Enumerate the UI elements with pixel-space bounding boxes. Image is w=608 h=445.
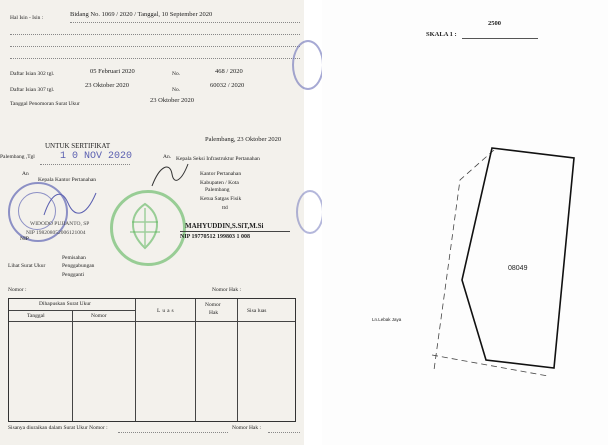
footer-left: Sisanya diuraikan dalam Surat Ukur Nomor : bbox=[8, 425, 108, 431]
untuk-sertifikat: UNTUK SERTIFIKAT bbox=[45, 142, 111, 150]
palembang-tgl: Palembang ,Tgl bbox=[0, 154, 35, 160]
hal-isian-label: Hal Isin - Isin : bbox=[10, 15, 44, 21]
left-signer-name: WIDODO PUJIANTO, SP bbox=[30, 221, 90, 227]
signer-underline bbox=[180, 231, 290, 232]
kabupaten-kota: Kabupaten / Kota bbox=[200, 180, 239, 186]
dotted-rule bbox=[10, 34, 300, 35]
table-col-rule bbox=[135, 299, 136, 421]
daftar-307-no-label: No. bbox=[172, 87, 181, 93]
parcel-id-label: 08049 bbox=[508, 265, 528, 272]
map-right-page bbox=[322, 0, 608, 445]
signature-mark bbox=[40, 185, 100, 225]
left-signer-nip: NIP 198208052006121004 bbox=[26, 230, 86, 236]
nomor-left: Nomor : bbox=[8, 287, 27, 293]
nip-label: NIP bbox=[20, 236, 29, 242]
parcel-map bbox=[322, 0, 608, 445]
daftar-307-no: 60032 / 2020 bbox=[210, 82, 245, 89]
an-right: An. bbox=[163, 154, 172, 160]
table-header-rule bbox=[9, 321, 295, 322]
edge-seal-stamp bbox=[292, 40, 324, 90]
leaf-icon bbox=[118, 200, 172, 252]
daftar-302-no-label: No. bbox=[172, 71, 181, 77]
footer-right: Nomor Hak : bbox=[232, 425, 262, 431]
tanggal-penomoran-label: Tanggal Penomoran Surat Ukur bbox=[10, 101, 80, 107]
col-nomor: Nomor bbox=[91, 313, 107, 319]
option-pemisahan: Pemisahan bbox=[62, 255, 86, 261]
palembang-city: Palembang bbox=[205, 187, 230, 193]
dihapuskan-table bbox=[8, 298, 296, 422]
right-signer-name: MAHYUDDIN,S.SiT,M.Si bbox=[185, 222, 264, 230]
kepala-kantor-right: Kantor Pertanahan bbox=[200, 171, 242, 177]
nomor-hak-top: Nomor Hak : bbox=[212, 287, 242, 293]
palembang-date: Palembang, 23 Oktober 2020 bbox=[205, 136, 282, 143]
dotted-rule bbox=[118, 432, 228, 433]
edge-seal-stamp bbox=[296, 190, 324, 234]
ttd: ttd bbox=[222, 205, 228, 211]
scale-label: SKALA 1 : bbox=[426, 31, 457, 38]
col-luas: Luas bbox=[157, 308, 176, 314]
kepala-seksi: Kepala Seksi Infrastruktur Pertanahan bbox=[176, 156, 260, 162]
table-col-rule bbox=[72, 310, 73, 421]
kepala-kantor-left: Kepala Kantor Pertanahan bbox=[38, 177, 97, 183]
lihat-surat-ukur: Lihat Surat Ukur bbox=[8, 263, 46, 269]
scale-value: 2500 bbox=[488, 20, 501, 27]
col-sisa-luas: Sisa luas bbox=[247, 308, 267, 314]
table-col-rule bbox=[237, 299, 238, 421]
table-col-rule bbox=[195, 299, 196, 421]
bidang-line: Bidang No. 1069 / 2020 / Tanggal, 10 September 2020 bbox=[70, 11, 213, 18]
col-nomor-hak: Nomor bbox=[205, 302, 221, 308]
col-tanggal: Tanggal bbox=[27, 313, 45, 319]
dihapuskan-header: Dihapuskan Surat Ukur bbox=[39, 301, 91, 307]
daftar-302-date: 05 Februari 2020 bbox=[90, 68, 135, 75]
daftar-302-no: 468 / 2020 bbox=[215, 68, 243, 75]
an-left: An bbox=[22, 171, 29, 177]
parcel-polygon bbox=[462, 148, 574, 368]
option-penggabungan: Penggabungan bbox=[62, 263, 95, 269]
daftar-307-date: 23 Oktober 2020 bbox=[85, 82, 130, 89]
dotted-rule bbox=[70, 22, 300, 23]
dotted-rule bbox=[10, 46, 300, 47]
road-label: Ln.Lebak Jaya bbox=[372, 317, 402, 322]
daftar-302-label: Daftar Isian 302 tgl. bbox=[10, 71, 55, 77]
daftar-307-label: Daftar Isian 307 tgl. bbox=[10, 87, 55, 93]
dotted-rule bbox=[268, 432, 300, 433]
signature-mark bbox=[150, 160, 190, 190]
ketua-satgas: Ketua Satgas Fisik bbox=[200, 196, 242, 202]
boundary-dashed-line bbox=[434, 150, 494, 370]
right-signer-nip: NIP 19770512 199803 1 008 bbox=[180, 234, 251, 240]
col-nomor-hak-2: Hak bbox=[209, 310, 219, 316]
option-pengganti: Pengganti bbox=[62, 272, 84, 278]
dotted-rule bbox=[10, 58, 300, 59]
date-stamp: 1 0 NOV 2020 bbox=[60, 151, 133, 162]
dotted-rule bbox=[40, 164, 130, 165]
tanggal-penomoran-value: 23 Oktober 2020 bbox=[150, 97, 195, 104]
